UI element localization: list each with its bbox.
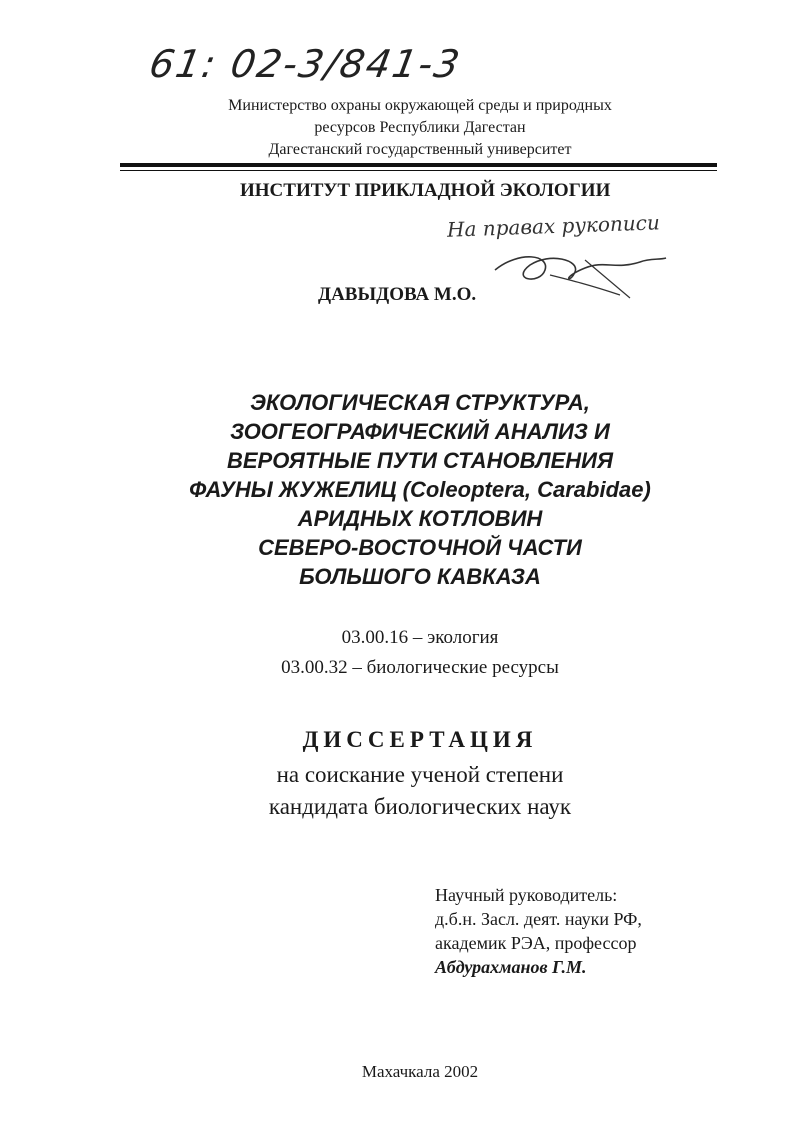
archive-code: 61: 02-3/841-3	[146, 42, 465, 86]
ministry-header	[0, 95, 793, 161]
signature-icon	[490, 240, 670, 300]
header-rule-thin	[120, 170, 717, 171]
dissertation-heading: ДИССЕРТАЦИЯ	[302, 727, 538, 752]
title-line: ЭКОЛОГИЧЕСКАЯ СТРУКТУРА,	[250, 390, 590, 415]
institute-name: ИНСТИТУТ ПРИКЛАДНОЙ ЭКОЛОГИИ	[240, 180, 611, 201]
author-name: ДАВЫДОВА М.О.	[318, 284, 477, 305]
title-line: ВЕРОЯТНЫЕ ПУТИ СТАНОВЛЕНИЯ	[226, 448, 613, 473]
supervisor-credentials: академик РЭА, профессор	[435, 933, 637, 953]
title-latin-taxon: (Coleoptera, Carabidae)	[402, 477, 651, 502]
dissertation-title	[120, 388, 720, 591]
manuscript-note: На правах рукописи	[446, 210, 661, 242]
specialty-line: 03.00.16 – экология	[341, 627, 499, 648]
title-line: ЗООГЕОГРАФИЧЕСКИЙ АНАЛИЗ И	[230, 419, 610, 444]
ministry-line: Министерство охраны окружающей среды и природных	[228, 97, 612, 114]
degree-block	[0, 759, 793, 823]
title-line: СЕВЕРО-ВОСТОЧНОЙ ЧАСТИ	[258, 535, 582, 560]
title-line: БОЛЬШОГО КАВКАЗА	[299, 564, 541, 589]
title-line: АРИДНЫХ КОТЛОВИН	[297, 506, 543, 531]
supervisor-role: Научный руководитель:	[435, 885, 618, 905]
supervisor-block	[435, 883, 642, 979]
city-year: Махачкала 2002	[361, 1062, 479, 1081]
specialty-codes	[0, 623, 793, 683]
specialty-line: 03.00.32 – биологические ресурсы	[281, 657, 559, 678]
supervisor-name: Абдурахманов Г.М.	[435, 957, 587, 977]
degree-line: кандидата биологических наук	[268, 794, 572, 819]
header-rule-thick	[120, 163, 717, 167]
ministry-line: ресурсов Республики Дагестан	[314, 119, 526, 136]
degree-line: на соискание ученой степени	[276, 762, 564, 787]
title-line	[120, 475, 720, 504]
supervisor-credentials: д.б.н. Засл. деят. науки РФ,	[435, 909, 642, 929]
university-line: Дагестанский государственный университет	[268, 141, 572, 158]
title-line-prefix: ФАУНЫ ЖУЖЕЛИЦ	[189, 477, 403, 502]
